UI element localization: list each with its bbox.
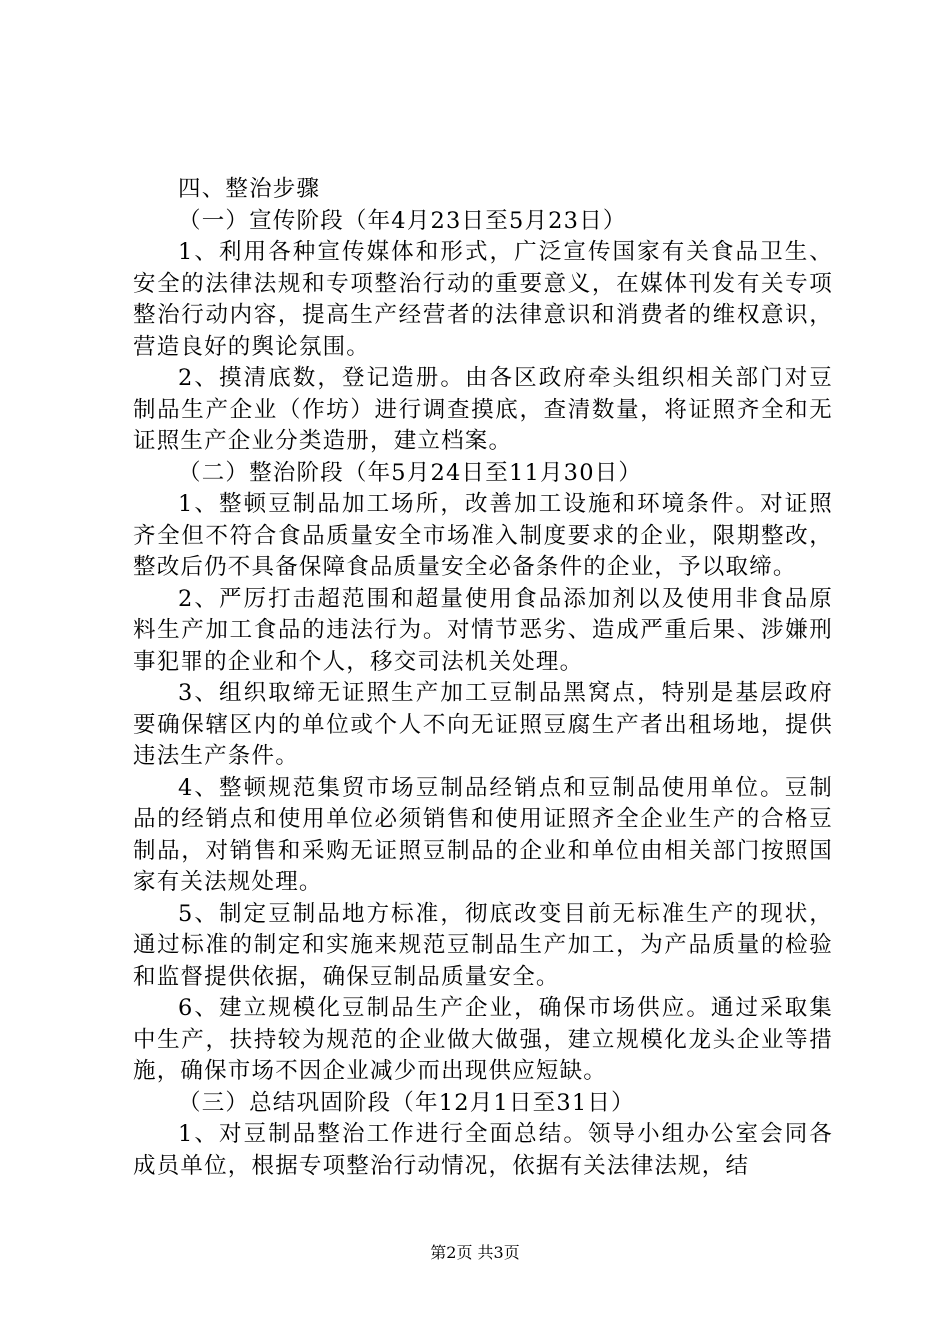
paragraph: 1、对豆制品整治工作进行全面总结。领导小组办公室会同各成员单位，根据专项整治行动情况，依据有关法律法规，结 (133, 1121, 833, 1179)
stage-title-summary: （三）总结巩固阶段（年12月1日至31日） (178, 1089, 635, 1116)
section-heading: 四、整治步骤 (178, 176, 321, 202)
stage-title-publicity: （一）宣传阶段（年4月23日至5月23日） (178, 207, 627, 234)
paragraph: 4、整顿规范集贸市场豆制品经销点和豆制品使用单位。豆制品的经销点和使用单位必须销售和使用证照齐全企业生产的合格豆制品，对销售和采购无证照豆制品的企业和单位由相关部门按照国家有关法规处理。 (133, 774, 833, 895)
paragraph: 1、利用各种宣传媒体和形式，广泛宣传国家有关食品卫生、安全的法律法规和专项整治行动的重要意义，在媒体刊发有关专项整治行动内容，提高生产经营者的法律意识和消费者的维权意识，营造良好的舆论氛围。 (133, 239, 833, 360)
paragraph: 3、组织取缔无证照生产加工豆制品黑窝点，特别是基层政府要确保辖区内的单位或个人不向无证照豆腐生产者出租场地，提供违法生产条件。 (133, 680, 833, 769)
paragraph: 2、严厉打击超范围和超量使用食品添加剂以及使用非食品原料生产加工食品的违法行为。对情节恶劣、造成严重后果、涉嫌刑事犯罪的企业和个人，移交司法机关处理。 (133, 585, 833, 675)
paragraph: 2、摸清底数，登记造册。由各区政府牵头组织相关部门对豆制品生产企业（作坊）进行调查摸底，查清数量，将证照齐全和无证照生产企业分类造册，建立档案。 (133, 365, 833, 454)
paragraph: 6、建立规模化豆制品生产企业，确保市场供应。通过采取集中生产，扶持较为规范的企业做大做强，建立规模化龙头企业等措施，确保市场不因企业减少而出现供应短缺。 (133, 995, 833, 1084)
paragraph: 1、整顿豆制品加工场所，改善加工设施和环境条件。对证照齐全但不符合食品质量安全市场准入制度要求的企业，限期整改，整改后仍不具备保障食品质量安全必备条件的企业，予以取缔。 (133, 491, 833, 580)
paragraph: 5、制定豆制品地方标准，彻底改变目前无标准生产的现状，通过标准的制定和实施来规范豆制品生产加工，为产品质量的检验和监督提供依据，确保豆制品质量安全。 (133, 900, 833, 990)
document-body (133, 174, 833, 1182)
stage-title-rectification: （二）整治阶段（年5月24日至11月30日） (178, 459, 643, 486)
page-number-footer: 第2页 共3页 (430, 1243, 520, 1262)
